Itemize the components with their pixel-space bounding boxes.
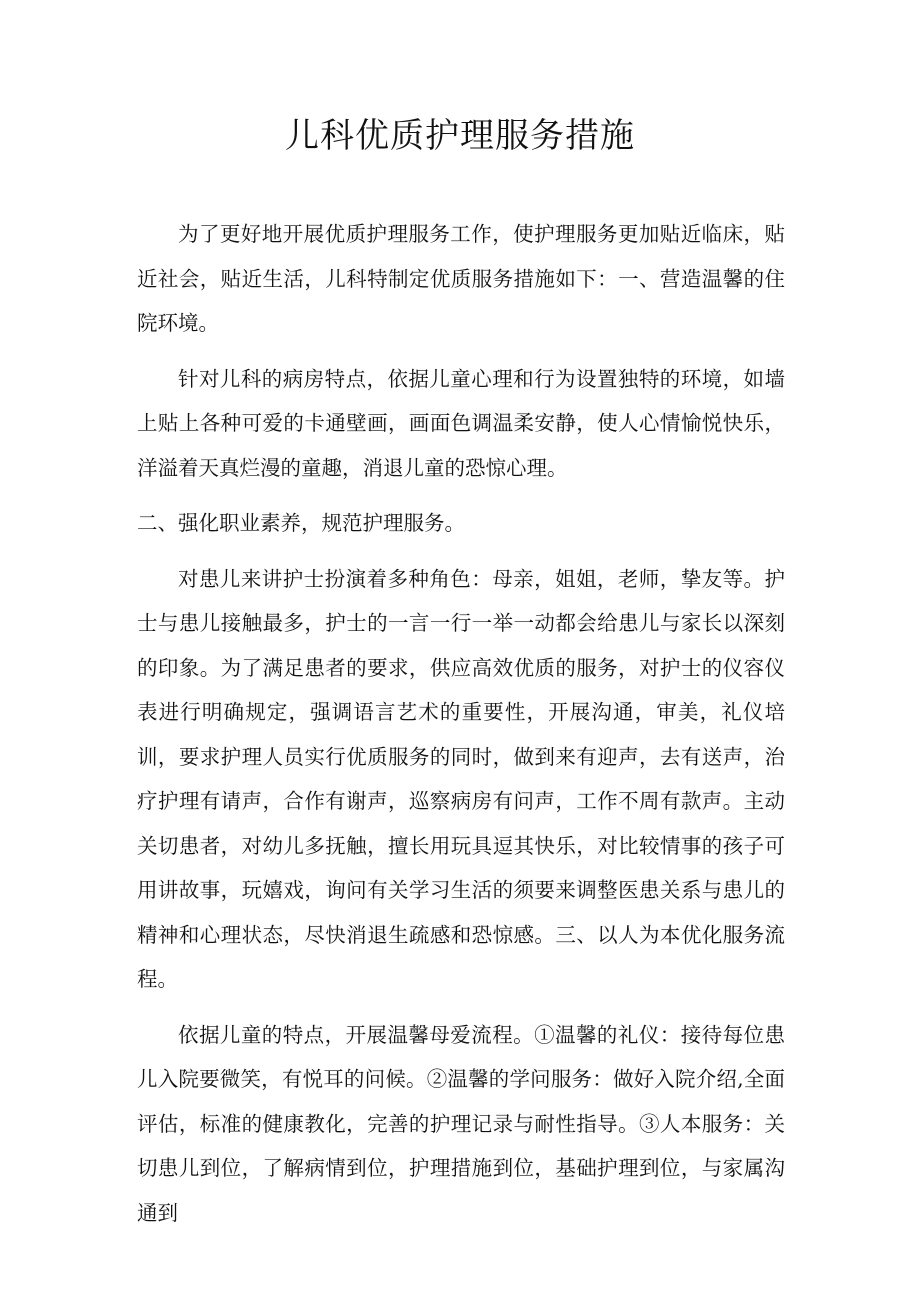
section-heading-professionalism: 二、强化职业素养，规范护理服务。 — [137, 511, 465, 535]
paragraph-nurse-roles: 对患儿来讲护士扮演着多种角色：母亲，姐姐，老师，挚友等。护士与患儿接触最多，护士的一言一行一举一动都会给患儿与家长以深刻的印象。为了满足患者的要求，供应高效优质的服务，对护士的仪容仪表进行明确规定，强调语言艺术的重要性，开展沟通，审美，礼仪培训，要求护理人员实行优质服务的同时，做到来有迎声，去有送声，治疗护理有请声，合作有谢声，巡察病房有问声，工作不周有款声。主动关切患者，对幼儿多抚触，擅长用玩具逗其快乐，对比较情事的孩子可用讲故事，玩嬉戏，询问有关学习生活的须要来调整医患关系与患儿的精神和心理状态，尽快消退生疏感和恐惊感。三、以人为本优化服务流程。 — [137, 566, 785, 991]
document-body — [137, 212, 785, 1246]
paragraph-environment: 针对儿科的病房特点，依据儿童心理和行为设置独特的环境，如墙上贴上各种可爱的卡通壁画，画面色调温柔安静，使人心情愉悦快乐，洋溢着天真烂漫的童趣，消退儿童的恐惊心理。 — [137, 366, 785, 480]
paragraph-intro: 为了更好地开展优质护理服务工作，使护理服务更加贴近临床，贴近社会，贴近生活，儿科特制定优质服务措施如下：一、营造温馨的住院环境。 — [137, 222, 785, 335]
document-title: 儿科优质护理服务措施 — [285, 116, 635, 156]
paragraph-process: 依据儿童的特点，开展温馨母爱流程。①温馨的礼仪：接待每位患儿入院要微笑，有悦耳的问候。②温馨的学问服务：做好入院介绍,全面评估，标准的健康教化，完善的护理记录与耐性指导。③人本服务：关切患儿到位，了解病情到位，护理措施到位，基础护理到位，与家属沟通到 — [137, 1022, 785, 1225]
